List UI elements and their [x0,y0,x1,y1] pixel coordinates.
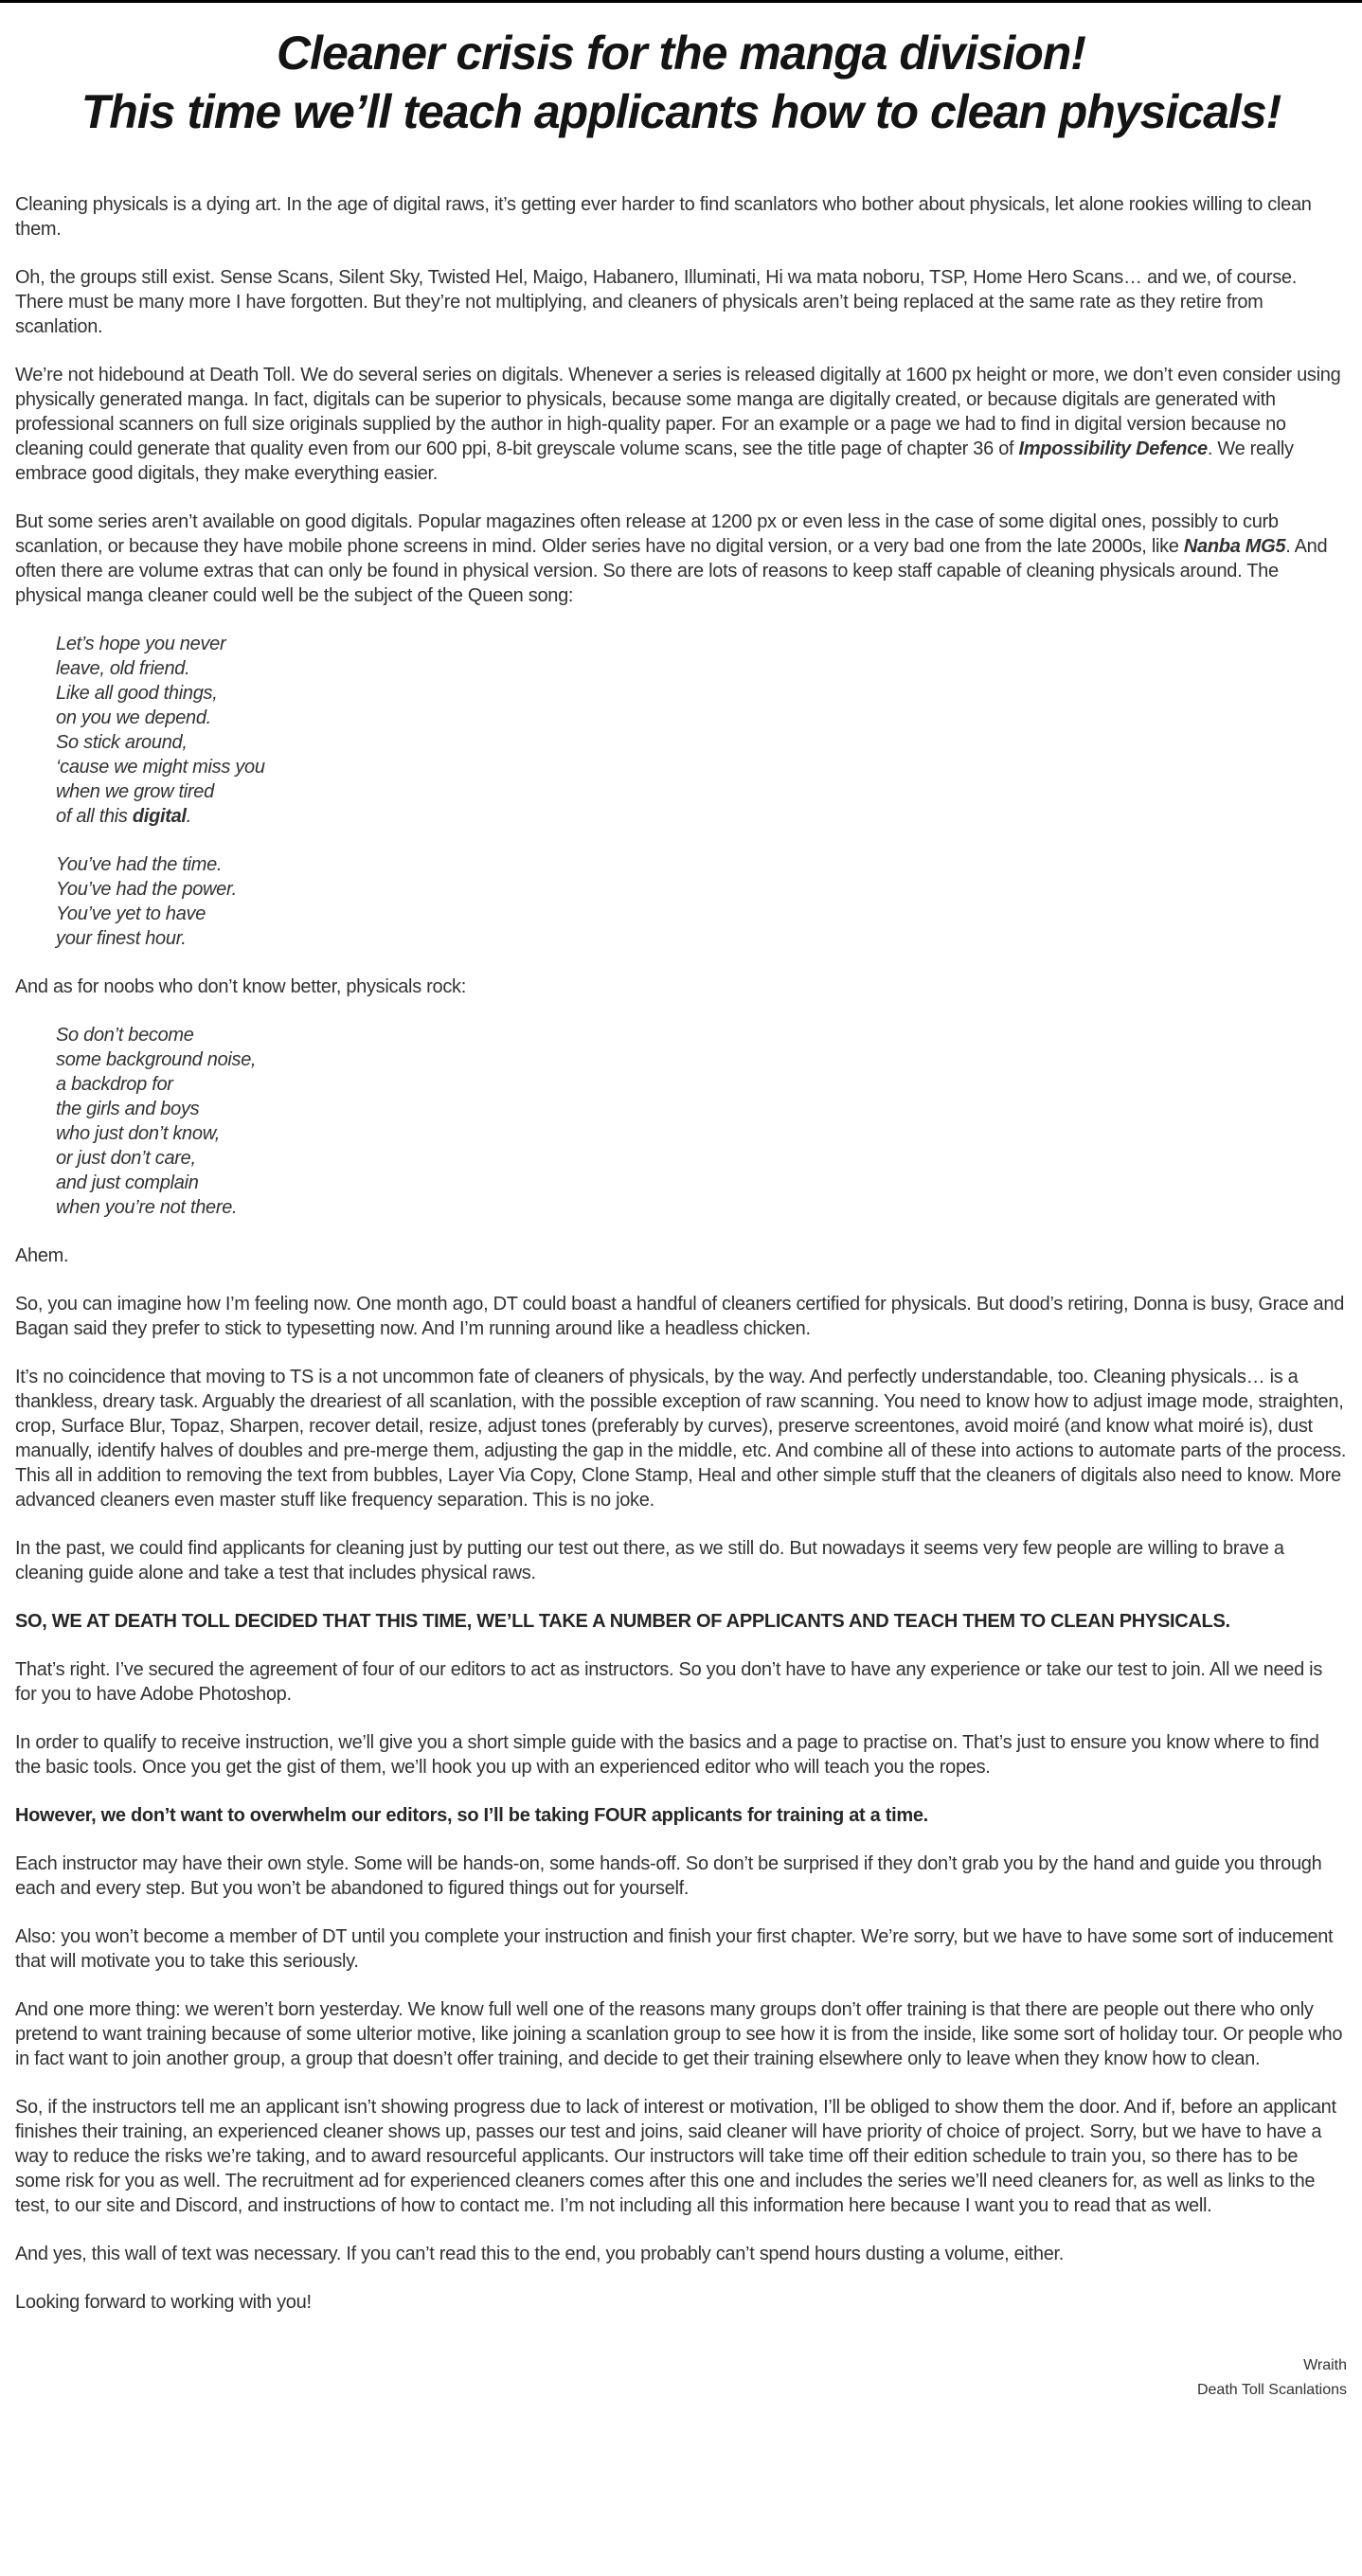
emphasis-paragraph: SO, WE AT DEATH TOLL DECIDED THAT THIS TIME, WE’LL TAKE A NUMBER OF APPLICANTS AND TEACH THEM TO CLEAN PHYSICALS. [15,1611,1230,1632]
signature [15,2357,1347,2406]
document-body [15,192,1347,2315]
paragraph: We’re not hidebound at Death Toll. We do several series on digitals. Whenever a series is released digitally at 1600 px height or more, we don’t even consider using physically generated manga. In fact, digitals can be superior to physicals, because some manga are digitally created, or because digitals are generated with professional scanners on full size originals supplied by the author in high-quality paper. For an example or a page we had to find in digital version because no cleaning could generate that quality even from our 600 ppi, 8-bit greyscale volume scans, see the title page of chapter 36 of Impossibility Defence. We really embrace good digitals, they make everything easier. [15,365,1341,484]
paragraph: It’s no coincidence that moving to TS is a not uncommon fate of cleaners of physicals, by the way. And perfectly understandable, too. Cleaning physicals… is a thankless, dreary task. Arguably the dreariest of all scanlation, with the possible exception of raw scanning. You need to know how to adjust image mode, straighten, crop, Surface Blur, Topaz, Sharpen, recover detail, resize, adjust tones (preferably by curves), preserve screentones, avoid moiré (and know what moiré is), dust manually, identify halves of doubles and pre-merge them, adjusting the gap in the middle, etc. And combine all of these into actions to automate parts of the process. This all in addition to removing the text from bubbles, Layer Via Copy, Clone Stamp, Heal and other simple stuff that the cleaners of digitals also need to know. More advanced cleaners even master stuff like frequency separation. This is no joke. [15,1367,1347,1511]
quote-line: So don’t become [56,1025,194,1046]
document-page [0,3,1362,2435]
quote-line: Like all good things, [56,683,218,704]
song-quote [15,1023,1347,1220]
signature-name: Wraith [1303,2357,1347,2373]
signature-group: Death Toll Scanlations [1196,2382,1347,2398]
paragraph: And as for noobs who don’t know better, physicals rock: [15,976,466,997]
quote-line: when we grow tired [56,781,214,802]
paragraph: And one more thing: we weren’t born yesterday. We know full well one of the reasons many groups don’t offer training is that there are people out there who only pretend to want training because of some ulterior motive, like joining a scanlation group to see how it is from the inside, like some sort of holiday tour. Or people who in fact want to join another group, a group that doesn’t offer training, and decide to get their training elsewhere only to leave when they know how to clean. [15,1999,1343,2069]
title-line-2: This time we’ll teach applicants how to clean physicals! [81,85,1281,138]
quote-line: the girls and boys [56,1099,200,1119]
paragraph: In the past, we could find applicants for cleaning just by putting our test out there, as we still do. But nowadays it seems very few people are willing to brave a cleaning guide alone and take a test that includes physical raws. [15,1538,1284,1583]
quote-line: ‘cause we might miss you [56,757,265,778]
paragraph: And yes, this wall of text was necessary. If you can’t read this to the end, you probably can’t spend hours dusting a volume, either. [15,2244,1065,2264]
title-line-1: Cleaner crisis for the manga division! [277,27,1085,80]
paragraph: That’s right. I’ve secured the agreement of four of our editors to act as instructors. So you don’t have to have any experience or take our test to join. All we need is for you to have Adobe Photoshop. [15,1659,1323,1705]
paragraph: Also: you won’t become a member of DT until you complete your instruction and finish your first chapter. We’re sorry, but we have to have some sort of inducement that will motivate you to take this seriously. [15,1926,1334,1972]
song-quote [15,632,1347,829]
quote-line: You’ve had the time. [56,854,223,875]
quote-line: Let’s hope you never [56,634,226,654]
quote-line: and just complain [56,1172,199,1193]
paragraph: So, you can imagine how I’m feeling now. One month ago, DT could boast a handful of cleaners certified for physicals. But dood’s retiring, Donna is busy, Grace and Bagan said they prefer to stick to typesetting now. And I’m running around like a headless chicken. [15,1294,1345,1339]
paragraph: Looking forward to working with you! [15,2292,312,2313]
paragraph: But some series aren’t available on good digitals. Popular magazines often release at 1200 px or even less in the case of some digital ones, possibly to curb scanlation, or because they have mobile phone screens in mind. Older series have no digital version, or a very bad one from the late 2000s, like Nanba MG5. And often there are volume extras that can only be found in physical version. So there are lots of reasons to keep staff capable of cleaning physicals around. The physical manga cleaner could well be the subject of the Queen song: [15,511,1328,606]
quote-line: some background noise, [56,1049,257,1070]
paragraph: So, if the instructors tell me an applicant isn’t showing progress due to lack of interest or motivation, I’ll be obliged to show them the door. And if, before an applicant finishes their training, an experienced cleaner shows up, passes our test and joins, said cleaner will have priority of choice of project. Sorry, but we have to have a way to reduce the risks we’re taking, and to award resourceful applicants. Our instructors will take time off their edition schedule to train you, so there has to be some risk for you as well. The recruitment ad for experienced cleaners comes after this one and includes the series we’ll need cleaners for, as well as links to the test, to our site and Discord, and instructions of how to contact me. I’m not including all this information here because I want you to read that as well. [15,2097,1336,2216]
quote-line: You’ve had the power. [56,879,237,900]
quote-line: a backdrop for [56,1074,173,1095]
quote-line: So stick around, [56,732,188,753]
paragraph: Each instructor may have their own style. Some will be hands-on, some hands-off. So don’t be surprised if they don’t grab you by the hand and guide you through each and every step. But you won’t be abandoned to figured things out for yourself. [15,1853,1322,1899]
quote-line: who just don’t know, [56,1123,220,1144]
quote-line: leave, old friend. [56,658,190,679]
quote-line: your finest hour. [56,928,187,949]
quote-line: of all this digital. [56,806,191,827]
quote-line: when you’re not there. [56,1197,238,1218]
emphasis-paragraph: However, we don’t want to overwhelm our editors, so I’ll be taking FOUR applicants for training at a time. [15,1805,928,1826]
song-quote [15,852,1347,951]
quote-line: You’ve yet to have [56,903,206,924]
paragraph: Ahem. [15,1245,69,1266]
page-title [15,24,1347,141]
quote-line: or just don’t care, [56,1148,196,1169]
paragraph: In order to qualify to receive instruction, we’ll give you a short simple guide with the basics and a page to practise on. That’s just to ensure you know where to find the basic tools. Once you get the gist of them, we’ll hook you up with an experienced editor who will teach you the ropes. [15,1732,1319,1778]
paragraph: Oh, the groups still exist. Sense Scans, Silent Sky, Twisted Hel, Maigo, Habanero, Illuminati, Hi wa mata noboru, TSP, Home Hero Scans… and we, of course. There must be many more I have forgotten. But they’re not multiplying, and cleaners of physicals aren’t being replaced at the same rate as they retire from scanlation. [15,267,1297,337]
paragraph: Cleaning physicals is a dying art. In the age of digital raws, it’s getting ever harder to find scanlators who bother about physicals, let alone rookies willing to clean them. [15,194,1312,240]
quote-line: on you we depend. [56,707,211,728]
